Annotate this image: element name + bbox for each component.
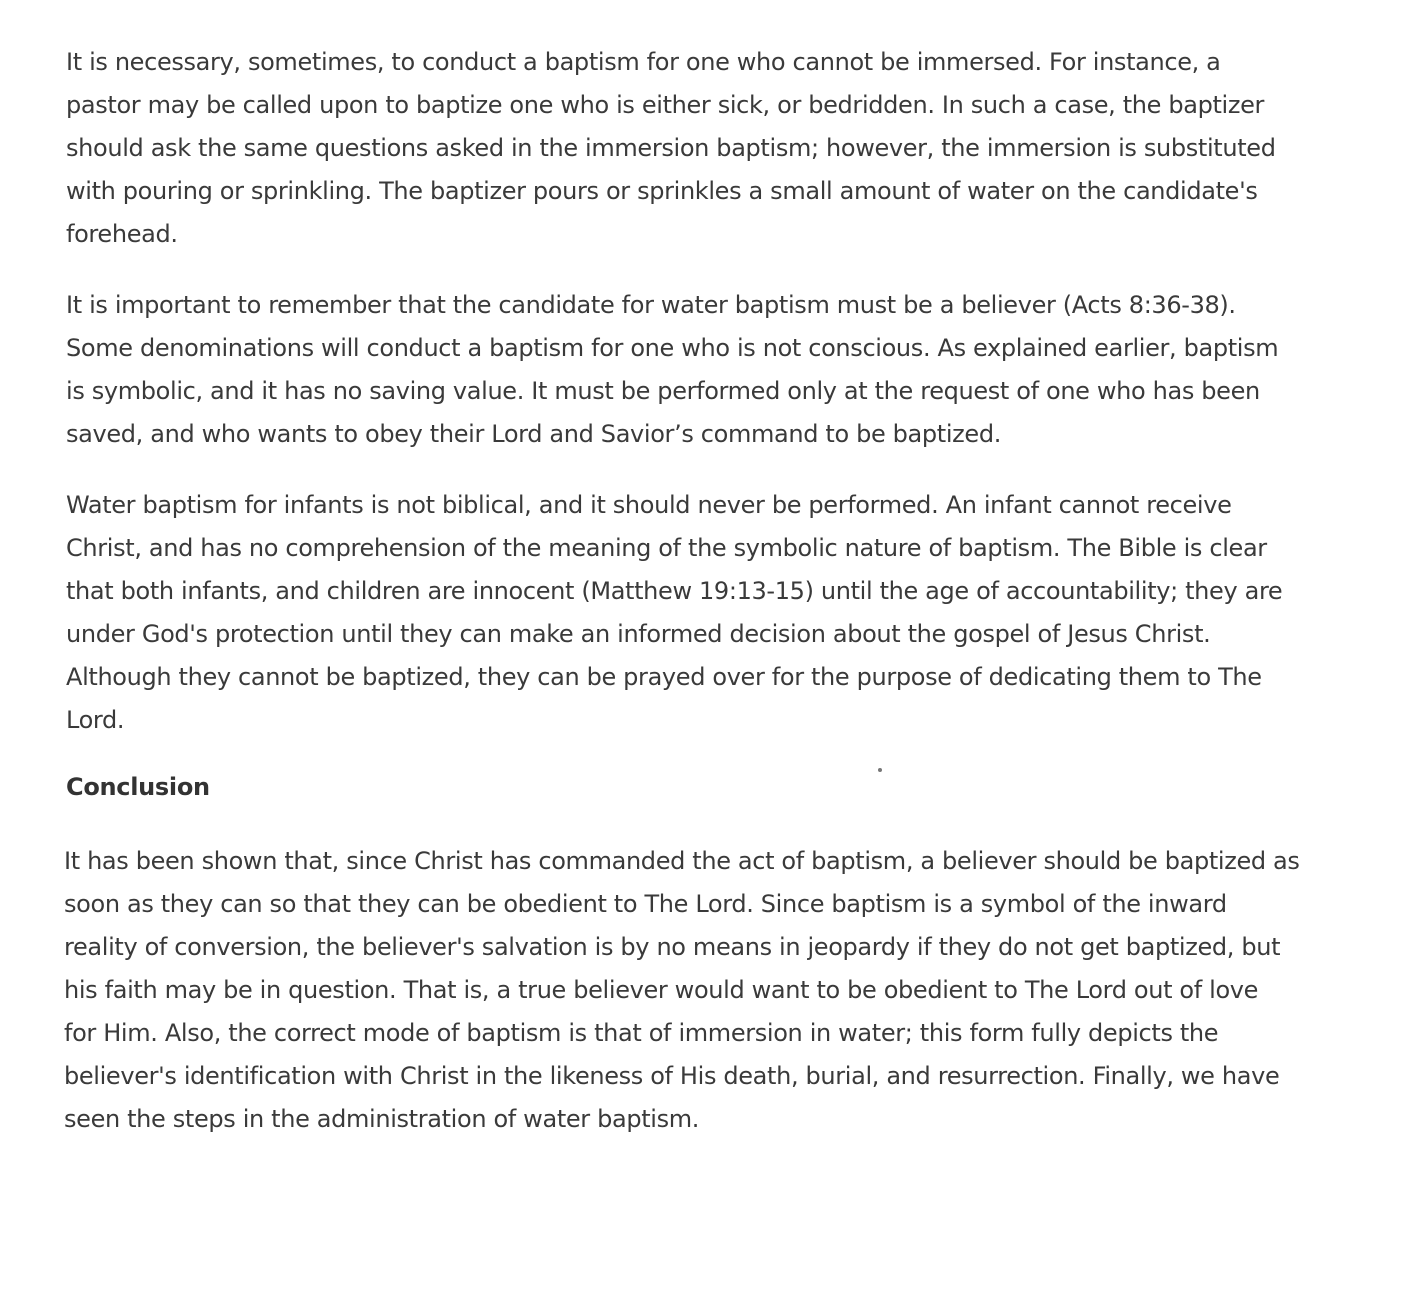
text-line: Some denominations will conduct a baptism for one who is not conscious. As explained earlier, baptism [66, 334, 1279, 362]
text-line: believer's identification with Christ in the likeness of His death, burial, and resurrection. Finally, we have [64, 1062, 1280, 1090]
text-line: pastor may be called upon to baptize one who is either sick, or bedridden. In such a case, the baptizer [66, 91, 1265, 119]
section-heading-conclusion: Conclusion [66, 773, 210, 801]
text-line: Lord. [66, 706, 125, 734]
text-line: for Him. Also, the correct mode of baptism is that of immersion in water; this form fully depicts the [64, 1019, 1219, 1047]
text-line: It is important to remember that the candidate for water baptism must be a believer (Acts 8:36-38). [66, 291, 1236, 319]
text-line: is symbolic, and it has no saving value. It must be performed only at the request of one who has been [66, 377, 1260, 405]
paragraph-immersion-alternative [66, 41, 1376, 256]
text-line: Although they cannot be baptized, they can be prayed over for the purpose of dedicating them to The [66, 663, 1262, 691]
paragraph-candidate-believer [66, 284, 1376, 456]
text-line: Christ, and has no comprehension of the meaning of the symbolic nature of baptism. The Bible is clear [66, 534, 1267, 562]
text-line: his faith may be in question. That is, a true believer would want to be obedient to The Lord out of love [64, 976, 1259, 1004]
paragraph-conclusion [64, 840, 1374, 1141]
text-line: forehead. [66, 220, 178, 248]
text-line: It is necessary, sometimes, to conduct a baptism for one who cannot be immersed. For instance, a [66, 48, 1221, 76]
text-line: that both infants, and children are innocent (Matthew 19:13-15) until the age of accountability; they are [66, 577, 1283, 605]
text-line: Water baptism for infants is not biblical, and it should never be performed. An infant cannot receive [66, 491, 1232, 519]
text-line: with pouring or sprinkling. The baptizer pours or sprinkles a small amount of water on the candidate's [66, 177, 1258, 205]
text-line: under God's protection until they can make an informed decision about the gospel of Jesus Christ. [66, 620, 1211, 648]
text-line: soon as they can so that they can be obedient to The Lord. Since baptism is a symbol of the inward [64, 890, 1227, 918]
text-line: saved, and who wants to obey their Lord and Savior’s command to be baptized. [66, 420, 1001, 448]
text-line: should ask the same questions asked in the immersion baptism; however, the immersion is substituted [66, 134, 1276, 162]
text-line: It has been shown that, since Christ has commanded the act of baptism, a believer should be baptized as [64, 847, 1300, 875]
paragraph-infant-baptism [66, 484, 1376, 742]
text-line: seen the steps in the administration of water baptism. [64, 1105, 700, 1133]
scan-speck [878, 768, 882, 772]
text-line: reality of conversion, the believer's salvation is by no means in jeopardy if they do not get baptized, but [64, 933, 1281, 961]
